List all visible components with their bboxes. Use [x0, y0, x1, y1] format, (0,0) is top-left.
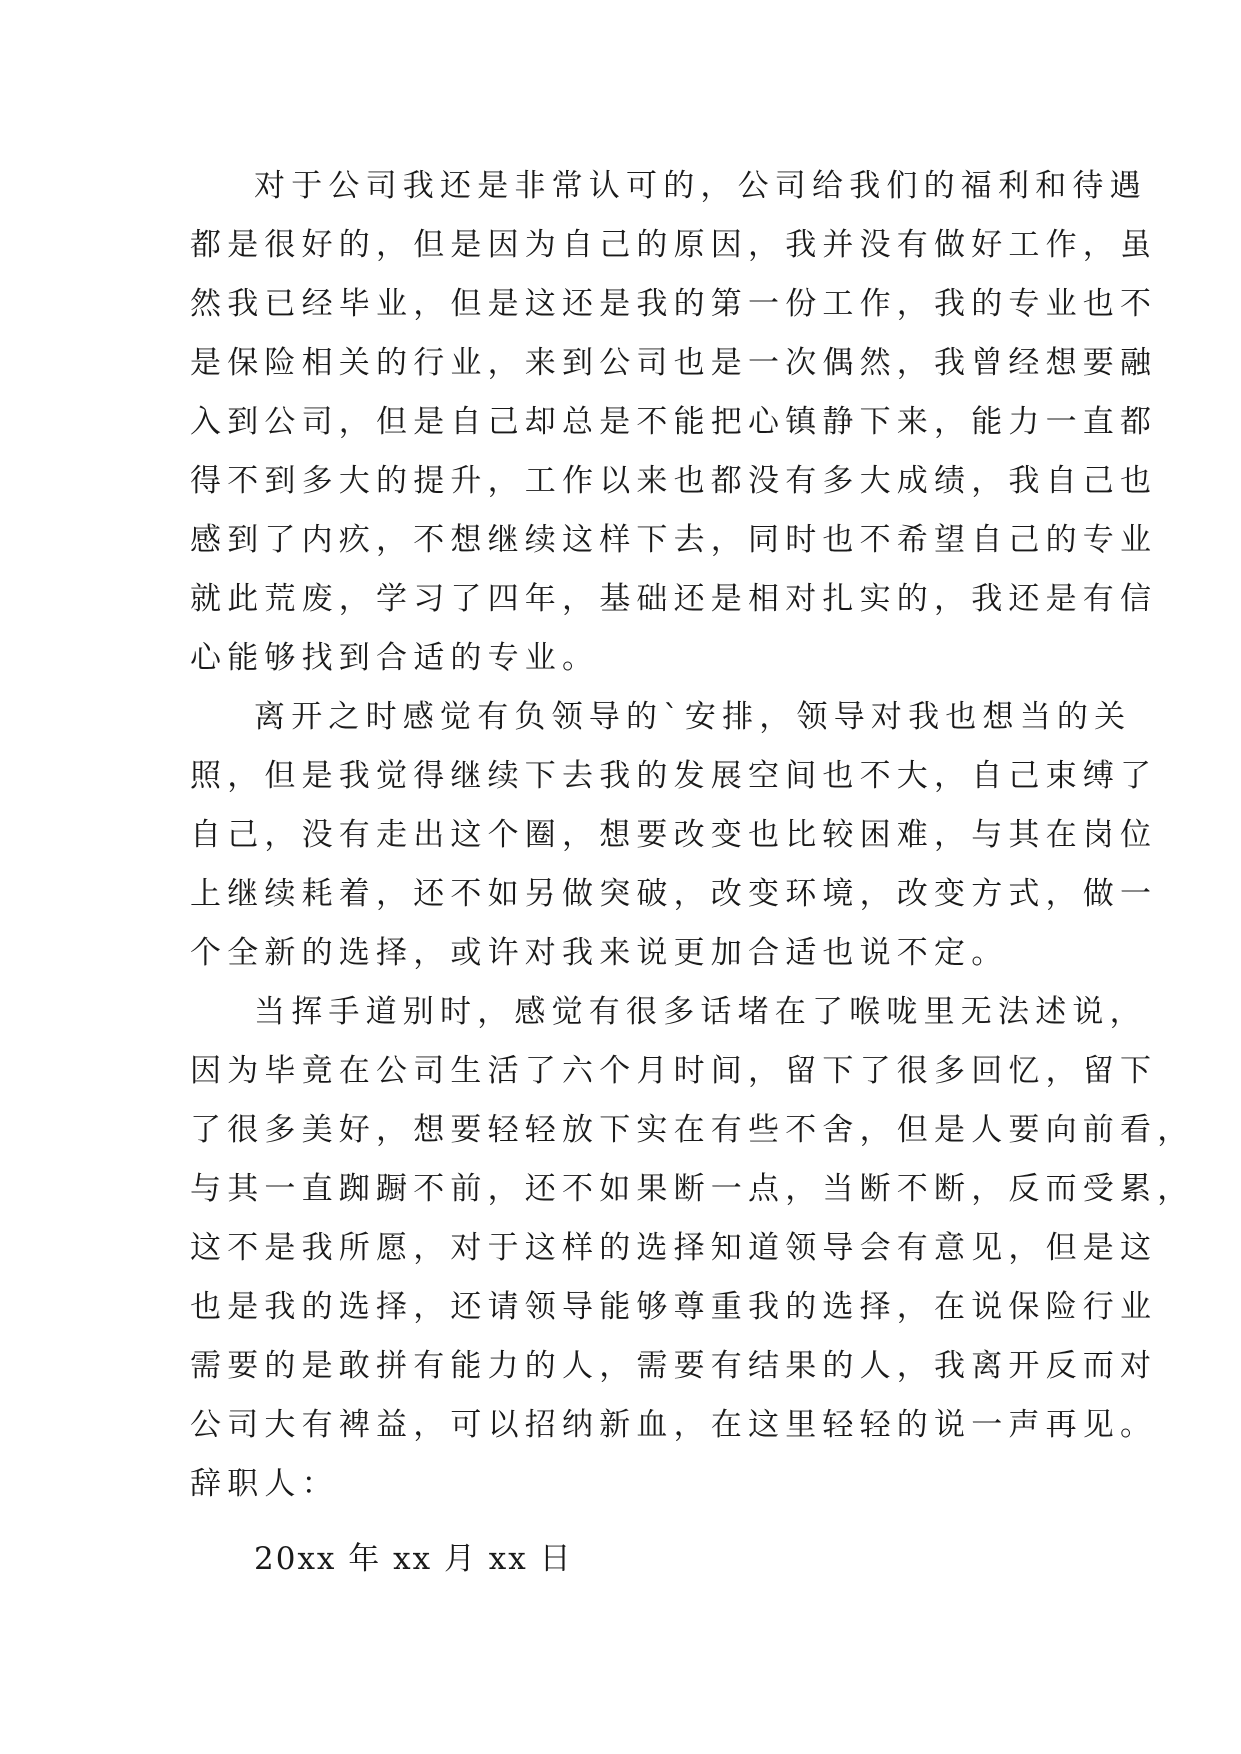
text-line: 入到公司，但是自己却总是不能把心镇静下来，能力一直都 [190, 404, 1158, 440]
spacer [190, 1514, 1070, 1530]
text-line: 也是我的选择，还请领导能够尊重我的选择，在说保险行业 [190, 1289, 1158, 1325]
text-line: 感到了内疚，不想继续这样下去，同时也不希望自己的专业 [190, 522, 1158, 558]
text-line: 了很多美好，想要轻轻放下实在有些不舍，但是人要向前看， [190, 1112, 1195, 1148]
text-line: 离开之时感觉有负领导的`安排，领导对我也想当的关 [254, 699, 1132, 735]
text-line: 这不是我所愿，对于这样的选择知道领导会有意见，但是这 [190, 1230, 1158, 1266]
text-line: 心能够找到合适的专业。 [190, 640, 600, 676]
paragraph-3 [190, 983, 1195, 1455]
text-line: 得不到多大的提升，工作以来也都没有多大成绩，我自己也 [190, 463, 1158, 499]
signature-label: 辞职人： [190, 1466, 339, 1502]
text-line: 然我已经毕业，但是这还是我的第一份工作，我的专业也不 [190, 286, 1158, 322]
text-line: 需要的是敢拼有能力的人，需要有结果的人，我离开反而对 [190, 1348, 1158, 1384]
text-line: 是保险相关的行业，来到公司也是一次偶然，我曾经想要融 [190, 345, 1158, 381]
paragraph-1 [190, 157, 1158, 688]
paragraph-2 [190, 688, 1158, 983]
text-line: 对于公司我还是非常认可的，公司给我们的福利和待遇 [254, 168, 1147, 204]
text-line: 都是很好的，但是因为自己的原因，我并没有做好工作，虽 [190, 227, 1158, 263]
text-line: 上继续耗着，还不如另做突破，改变环境，改变方式，做一 [190, 876, 1158, 912]
text-line: 照，但是我觉得继续下去我的发展空间也不大，自己束缚了 [190, 758, 1158, 794]
date-line: 20xx 年 xx 月 xx 日 [254, 1541, 573, 1577]
text-line: 就此荒废，学习了四年，基础还是相对扎实的，我还是有信 [190, 581, 1158, 617]
text-line: 公司大有裨益，可以招纳新血，在这里轻轻的说一声再见。 [190, 1407, 1158, 1443]
text-line: 自己，没有走出这个圈，想要改变也比较困难，与其在岗位 [190, 817, 1158, 853]
text-line: 个全新的选择，或许对我来说更加合适也说不定。 [190, 935, 1009, 971]
text-line: 因为毕竟在公司生活了六个月时间，留下了很多回忆，留下 [190, 1053, 1158, 1089]
document-body [190, 157, 1195, 1589]
text-line: 当挥手道别时，感觉有很多话堵在了喉咙里无法述说， [254, 994, 1147, 1030]
text-line: 与其一直踟蹰不前，还不如果断一点，当断不断，反而受累， [190, 1171, 1195, 1207]
